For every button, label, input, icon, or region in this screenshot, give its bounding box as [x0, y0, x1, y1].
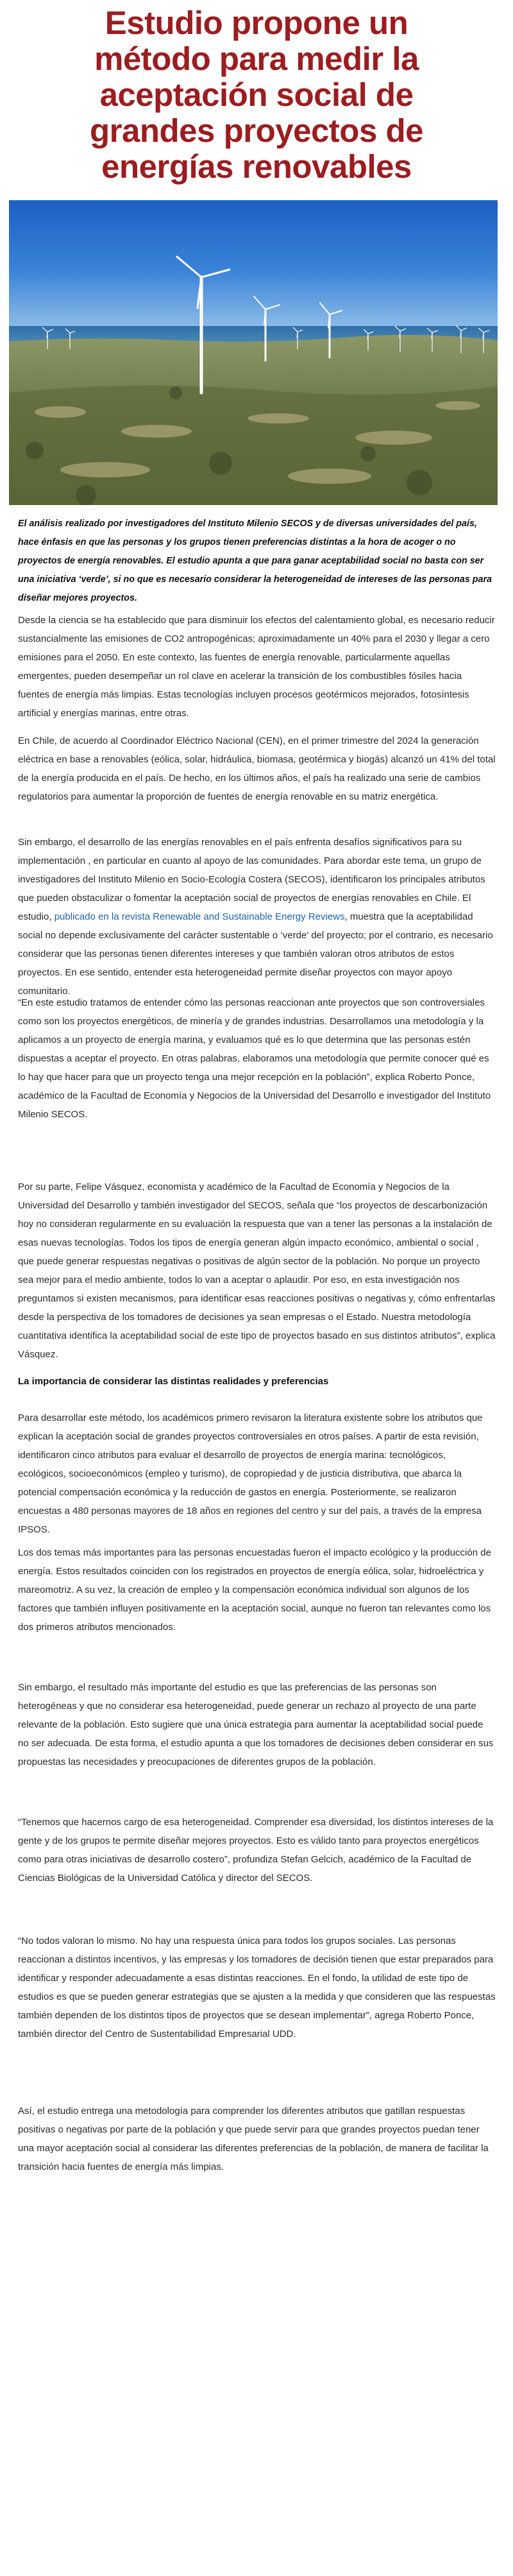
paragraph-9: “Tenemos que hacernos cargo de esa heterogeneidad. Comprender esa diversidad, los distintos intereses de la gente y de los grupos te permite diseñar mejores proyectos. Esto es válido tanto para proyectos energéticos como para otras iniciativas de desarrollo costero”, profundiza Stefan Gelcich, académico de la Facultad de Ciencias Biológicas de la Universidad Católica y director del SECOS.: [18, 1817, 494, 1884]
article-title: Estudio propone un método para medir la aceptación social de grandes proyectos de energías renovables: [90, 4, 423, 185]
section-subheading: La importancia de considerar las distintas realidades y preferencias: [18, 1376, 329, 1387]
paragraph-4: “En este estudio tratamos de entender cómo las personas reaccionan ante proyectos que son controversiales como son los proyectos energéticos, de minería y de grandes industrias. Desarrollamos una metodología y la aplicamos a un proyecto de energía marina, y evaluamos qué es lo que determina que las personas estén dispuestas a aceptar el proyecto. En otras palabras, elaboramos una metodología que permite conocer qué es lo hay que hacer para que un proyecto tenga una mejor recepción en la población”, explica Roberto Ponce, académico de la Facultad de Economía y Negocios de la Universidad del Desarrollo e investigador del Instituto Milenio SECOS.: [18, 997, 491, 1120]
paragraph-11: Así, el estudio entrega una metodología para comprender los diferentes atributos que gatillan respuestas positivas o negativas por parte de la población y que puede servir para que grandes proyectos puedan tener una mayor aceptación social al considerar las diferentes preferencias de la población, de manera de facilitar la transición hacia fuentes de energía más limpias.: [18, 2106, 489, 2172]
paragraph-3: [18, 833, 496, 1000]
journal-link[interactable]: publicado en la revista Renewable and Sustainable Energy Reviews: [54, 911, 345, 922]
paragraph-5: Por su parte, Felipe Vásquez, economista y académico de la Facultad de Economía y Negocios de la Universidad del Desarrollo y también investigador del SECOS, señala que “los proyectos de descarbonización hoy no consideran regularmente en su evaluación la respuesta que van a tener las personas a la instalación de esas nuevas tecnologías. Todos los tipos de energía generan algún impacto económico, ambiental o social , que puede generar respuestas negativas o positivas de algún sector de la población. No porque un proyecto sea mejor para el medio ambiente, todos lo van a aceptar o aplaudir. Por eso, en esta investigación nos preguntamos si existen mecanismos, para identificar esas reacciones positivas o negativas y, cómo enfrentarlas desde la perspectiva de los tomadores de decisiones ya sean empresas o el Estado. Nuestra metodología cuantitativa identifica la aceptabilidad social de este tipo de proyectos basado en sus distintos atributos”, explica Vásquez.: [18, 1181, 496, 1360]
wind-farm-photo: [9, 200, 498, 505]
paragraph-7: Los dos temas más importantes para las personas encuestadas fueron el impacto ecológico y la producción de energía. Estos resultados coinciden con los registrados en proyectos de energía eólica, solar, hidroeléctrica y mareomotriz. A su vez, la creación de empleo y la compensación económica individual son algunos de los factores que también influyen positivamente en la aceptación social, aunque no fueron tan relevantes como los dos primeros atributos mencionados.: [18, 1547, 491, 1633]
hero-image: [9, 200, 498, 505]
article-lead: El análisis realizado por investigadores del Instituto Milenio SECOS y de diversas universidades del país, hace énfasis en que las personas y los grupos tienen preferencias distintas a la hora de acoger o no proyectos de energía renovables. El estudio apunta a que para ganar aceptabilidad social no basta con ser una iniciativa ‘verde’, si no que es necesario considerar la heterogeneidad de intereses de las personas para diseñar mejores proyectos.: [18, 519, 492, 603]
paragraph-10: “No todos valoran lo mismo. No hay una respuesta única para todos los grupos sociales. Las personas reaccionan a distintos incentivos, y las empresas y los tomadores de decisión tienen que estar preparados para identificar y responder adecuadamente a esas distintas reacciones. En el fondo, la utilidad de este tipo de estudios es que se pueden generar estrategias que se ajusten a la medida y que consideren que las respuestas también dependen de los distintos tipos de proyectos que se desean implementar”, agrega Roberto Ponce, también director del Centro de Sustentabilidad Empresarial UDD.: [18, 1936, 496, 2039]
paragraph-3-text-a: Sin embargo, el desarrollo de las energías renovables en el país enfrenta desafíos significativos para su implementación , en particular en cuanto al apoyo de las comunidades. Para abordar este tema, un grupo de investigadores del Instituto Milenio en Socio-Ecología Costera (SECOS), identificaron los principales atributos que pueden obstaculizar o fomentar la aceptación social de proyectos de energías renovables en Chile. El estudio,: [18, 837, 485, 922]
paragraph-3-text-b: , muestra que la aceptabilidad social no depende exclusivamente del carácter sustentable o ‘verde’ del proyecto; por el contrario, es necesario considerar que las personas tienen diferentes intereses y que también valoran otros atributos de estos proyectos. En ese sentido, entender esta heterogeneidad permite diseñar proyectos con mayor apoyo comunitario.: [18, 911, 493, 997]
paragraph-2: En Chile, de acuerdo al Coordinador Eléctrico Nacional (CEN), en el primer trimestre del 2024 la generación eléctrica en base a renovables (eólica, solar, hidráulica, biomasa, geotérmica y biogás) alcanzó un 41% del total de la energía producida en el país. De hecho, en los últimos años, el país ha realizado una serie de cambios regulatorios para aumentar la proporción de fuentes de energía renovable en su matriz energética.: [18, 735, 496, 802]
paragraph-8: Sin embargo, el resultado más importante del estudio es que las preferencias de las personas son heterogéneas y que no considerar esa heterogeneidad, puede generar un rechazo al proyecto de una parte relevante de la población. Esto sugiere que una única estrategia para aumentar la aceptabilidad social puede no ser adecuada. De esta forma, el estudio apunta a que los tomadores de decisiones deben considerar en sus propuestas las necesidades y preocupaciones de diferentes grupos de la población.: [18, 1682, 494, 1767]
paragraph-6: Para desarrollar este método, los académicos primero revisaron la literatura existente sobre los atributos que explican la aceptación social de grandes proyectos controversiales en otros países. A partir de esta revisión, identificaron cinco atributos para evaluar el desarrollo de proyectos de energía marina: tecnológicos, ecológicos, socioeconómicos (empleo y turismo), de copropiedad y de justicia distributiva, que abarca la potencial compensación económica y la reducción de gastos en energía. Posteriormente, se realizaron encuestas a 480 personas mayores de 18 años en regiones del centro y sur del país, a través de la empresa IPSOS.: [18, 1413, 483, 1535]
paragraph-1: Desde la ciencia se ha establecido que para disminuir los efectos del calentamiento global, es necesario reducir sustancialmente las emisiones de CO2 antropogénicas; aproximadamente un 40% para el 2030 y llegar a cero emisiones para el 2050. En este contexto, las fuentes de energía renovable, particularmente aquellas emergentes, pueden desempeñar un rol clave en acelerar la transición de los combustibles fósiles hacia fuentes de energía más limpias. Estas tecnologías incluyen procesos geotérmicos mejorados, fotosíntesis artificial y energías marinas, entre otras.: [18, 615, 495, 719]
